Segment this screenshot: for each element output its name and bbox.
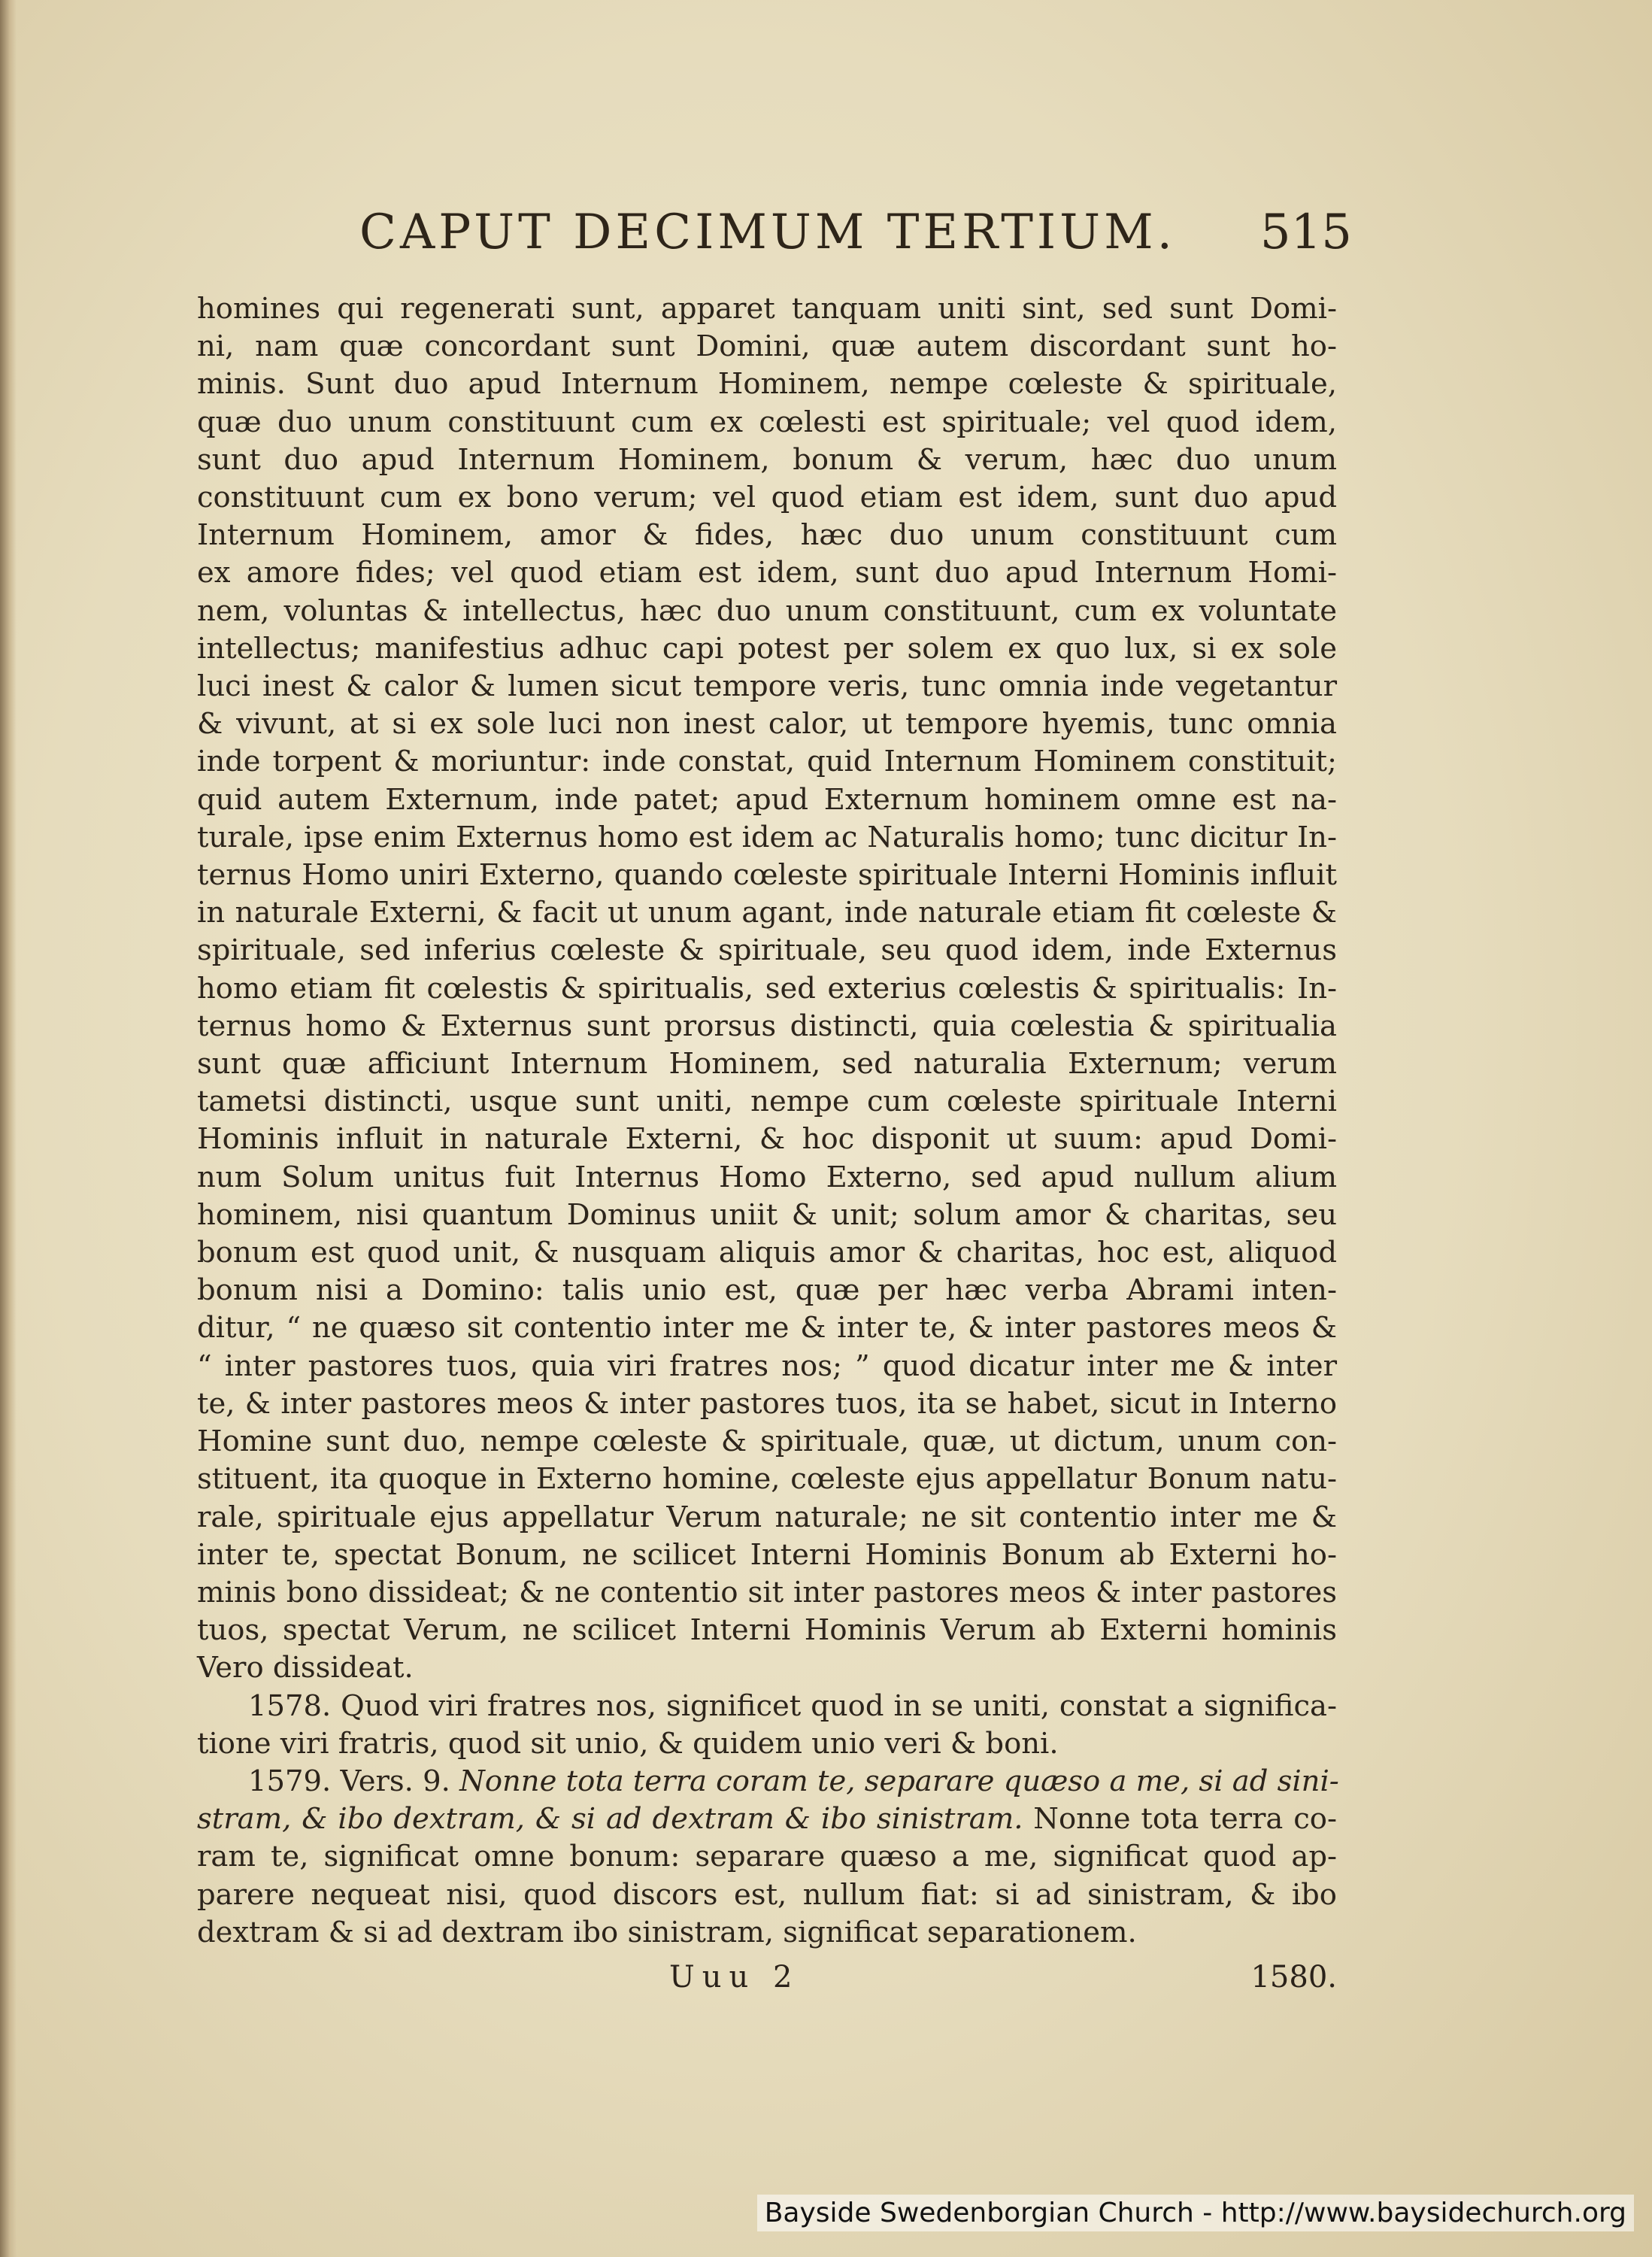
paragraph-1579-line [197, 1800, 1337, 1838]
text-line: ditur, “ ne quæso sit contentio inter me & inter te, & inter pastores meos & [197, 1311, 1337, 1345]
text-line: stituent, ita quoque in Externo homine, cœleste ejus appellatur Bonum natu- [197, 1462, 1337, 1497]
text-line: inde torpent & moriuntur: inde constat, quid Internum Hominem constituit; [197, 745, 1337, 779]
running-head [359, 202, 1352, 277]
text-line: tuos, spectat Verum, ne scilicet Interni Hominis Verum ab Externi hominis [197, 1613, 1337, 1648]
paragraph-1578-line: tione viri fratris, quod sit unio, & quidem unio veri & boni. [197, 1726, 1059, 1761]
text-line: & vivunt, at si ex sole luci non inest calor, ut tempore hyemis, tunc omnia [197, 707, 1337, 742]
text-line: Hominis influit in naturale Externi, & hoc disponit ut suum: apud Domi- [197, 1122, 1337, 1157]
text-line: ex amore fides; vel quod etiam est idem, sunt duo apud Internum Homi- [197, 556, 1337, 590]
text-line: num Solum unitus fuit Internus Homo Externo, sed apud nullum alium [197, 1160, 1337, 1194]
text-line: quæ duo unum constituunt cum ex cœlesti est spirituale; vel quod idem, [197, 405, 1337, 439]
catchword: 1580. [1250, 1960, 1337, 1995]
text-line: hominem, nisi quantum Dominus uniit & unit; solum amor & charitas, seu [197, 1197, 1337, 1232]
text-line: Vero dissideat. [197, 1651, 414, 1685]
text-line: ternus Homo uniri Externo, quando cœleste spirituale Interni Hominis influit [197, 858, 1337, 893]
text-line: intellectus; manifestius adhuc capi potest per solem ex quo lux, si ex sole [197, 631, 1337, 666]
text-line: quid autem Externum, inde patet; apud Externum hominem omne est na- [197, 782, 1337, 817]
text-line: sunt duo apud Internum Hominem, bonum & verum, hæc duo unum [197, 442, 1337, 477]
page-footer [197, 1960, 1337, 2005]
paragraph-1579-line [197, 1763, 1337, 1800]
paragraph-1579-line: ram te, significat omne bonum: separare quæso a me, significat quod ap- [197, 1840, 1337, 1874]
watermark: Bayside Swedenborgian Church - http://www.baysidechurch.org [757, 2195, 1634, 2231]
text-line: homines qui regenerati sunt, apparet tanquam uniti sint, sed sunt Domi- [197, 292, 1337, 326]
paragraph-1579-line: parere nequeat nisi, quod discors est, nullum fiat: si ad sinistram, & ibo [197, 1877, 1337, 1912]
text-line: turale, ipse enim Externus homo est idem ac Naturalis homo; tunc dicitur In- [197, 820, 1337, 854]
commentary-text: Nonne tota terra co- [1023, 1802, 1337, 1837]
text-line: luci inest & calor & lumen sicut tempore veris, tunc omnia inde vegetantur [197, 669, 1337, 704]
text-line: minis bono dissideat; & ne contentio sit inter pastores meos & inter pastores [197, 1575, 1337, 1609]
text-line: constituunt cum ex bono verum; vel quod etiam est idem, sunt duo apud [197, 481, 1337, 515]
page-gutter-shadow [0, 0, 17, 2257]
verse-number: 1579. Vers. 9. [248, 1764, 460, 1798]
text-line: “ inter pastores tuos, quia viri fratres nos; ” quod dicatur inter me & inter [197, 1348, 1337, 1383]
text-line: rale, spirituale ejus appellatur Verum naturale; ne sit contentio inter me & [197, 1500, 1337, 1534]
text-line: Homine sunt duo, nempe cœleste & spirituale, quæ, ut dictum, unum con- [197, 1424, 1337, 1459]
text-line: te, & inter pastores meos & inter pastores tuos, ita se habet, sicut in Interno [197, 1386, 1337, 1421]
text-line: Internum Hominem, amor & fides, hæc duo unum constituunt cum [197, 518, 1337, 553]
text-line: tametsi distincti, usque sunt uniti, nempe cum cœleste spirituale Interni [197, 1085, 1337, 1119]
paragraph-1579-line: dextram & si ad dextram ibo sinistram, significat separationem. [197, 1915, 1137, 1949]
text-line: ni, nam quæ concordant sunt Domini, quæ autem discordant sunt ho- [197, 329, 1337, 364]
text-line: in naturale Externi, & facit ut unum agant, inde naturale etiam fit cœleste & [197, 896, 1337, 930]
chapter-title: CAPUT DECIMUM TERTIUM. [359, 205, 1176, 260]
text-line: nem, voluntas & intellectus, hæc duo unum constituunt, cum ex voluntate [197, 593, 1337, 628]
text-line: minis. Sunt duo apud Internum Hominem, nempe cœleste & spirituale, [197, 367, 1337, 402]
text-line: sunt quæ afficiunt Internum Hominem, sed naturalia Externum; verum [197, 1047, 1337, 1081]
page-number: 515 [1259, 205, 1352, 260]
text-line: spirituale, sed inferius cœleste & spirituale, seu quod idem, inde Externus [197, 933, 1337, 968]
text-line: bonum nisi a Domino: talis unio est, quæ per hæc verba Abrami inten- [197, 1273, 1337, 1308]
text-line: bonum est quod unit, & nusquam aliquis amor & charitas, hoc est, aliquod [197, 1236, 1337, 1270]
body-text [197, 290, 1337, 1952]
paragraph-1578-line: 1578. Quod viri fratres nos, significet quod in se uniti, constat a significa- [248, 1688, 1337, 1723]
text-line: ternus homo & Externus sunt prorsus distincti, quia cœlestia & spiritualia [197, 1009, 1337, 1043]
scripture-quote: Nonne tota terra coram te, separare quæso a me, si ad sini- [459, 1764, 1339, 1798]
text-line: inter te, spectat Bonum, ne scilicet Interni Hominis Bonum ab Externi ho- [197, 1537, 1337, 1572]
signature-mark: Uuu 2 [669, 1960, 800, 1995]
scripture-quote: stram, & ibo dextram, & si ad dextram & ibo sinistram. [197, 1802, 1023, 1837]
text-line: homo etiam fit cœlestis & spiritualis, sed exterius cœlestis & spiritualis: In- [197, 971, 1337, 1006]
